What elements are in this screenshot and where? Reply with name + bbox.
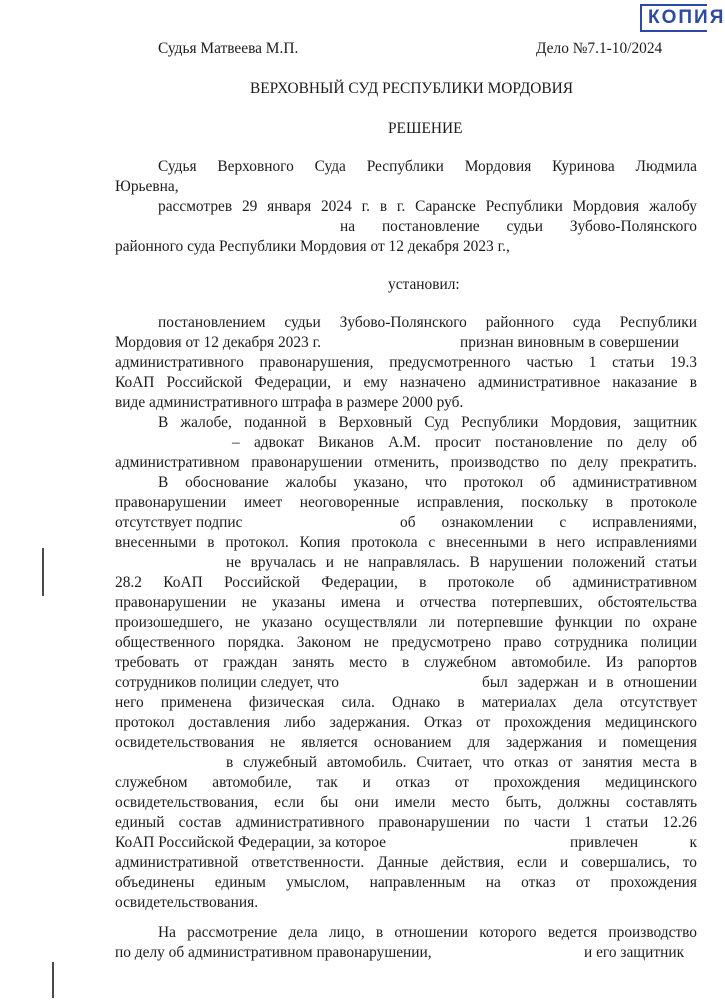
intro-line: на постановление судьи Зубово-Полянского — [340, 218, 697, 235]
body-line: об ознакомлении с исправлениями, — [400, 514, 697, 531]
intro-line: районного суда Республики Мордовия от 12 декабря 2023 г., — [115, 238, 510, 255]
body-line: требовать от граждан занять место в служебном автомобиле. Из рапортов — [115, 654, 697, 671]
established-heading: установил: — [388, 276, 460, 293]
body-line: административного правонарушения, предусмотренного частью 1 статьи 19.3 — [115, 354, 697, 371]
body-line: В обоснование жалобы указано, что протокол об административном — [158, 474, 697, 491]
body-line: постановлением судьи Зубово-Полянского районного суда Республики — [158, 314, 697, 331]
body-line: общественного порядка. Законом не предусмотрено право сотрудника полиции — [115, 634, 697, 651]
body-line: правонарушении имеет неоговоренные исправления, поскольку в протоколе — [115, 494, 697, 511]
body-line: сотрудников полиции следует, что — [115, 674, 339, 691]
body-line: освидетельствования. — [115, 894, 259, 911]
body-line: внесенными в протокол. Копия протокола с внесенными в него исправлениями — [115, 534, 697, 551]
body-line: отсутствует подпис — [115, 514, 243, 531]
body-line: объединены единым умыслом, направленным на отказ от прохождения — [115, 874, 697, 891]
body-line: протокол доставления либо задержания. Отказ от прохождения медицинского — [115, 714, 697, 731]
intro-line: рассмотрев 29 января 2024 г. в г. Саранске Республики Мордовия жалобу — [158, 198, 697, 215]
body-line: Мордовия от 12 декабря 2023 г. — [115, 334, 321, 351]
body-line: привлечен к — [570, 834, 697, 851]
body-line: него применена физическая сила. Однако в материалах дела отсутствует — [115, 694, 697, 711]
intro-line: Судья Верховного Суда Республики Мордовия Куринова Людмила — [158, 158, 697, 175]
document-title: РЕШЕНИЕ — [388, 120, 463, 137]
body-line: административном правонарушении отменить, производство по делу прекратить. — [115, 454, 697, 471]
body-line: освидетельствования, если бы они имели место быть, должны составлять — [115, 794, 697, 811]
body-line: – адвокат Виканов А.М. просит постановление по делу об — [232, 434, 697, 451]
body-line: признан виновным в совершении — [460, 334, 680, 351]
body-line: произошедшего, не указано осуществляли ли потерпевшие функции по охране — [115, 614, 697, 631]
body-line: административной ответственности. Данные действия, если и совершались, то — [115, 854, 697, 871]
body-line: не вручалась и не направлялась. В нарушении положений статьи — [226, 554, 697, 571]
body-line: был задержан и в отношении — [482, 674, 697, 691]
body-line: и его защитник — [584, 944, 685, 961]
court-name: ВЕРХОВНЫЙ СУД РЕСПУБЛИКИ МОРДОВИЯ — [250, 80, 574, 97]
body-line: виде административного штрафа в размере 2000 руб. — [115, 394, 464, 411]
scan-edge-mark — [42, 548, 44, 596]
body-line: служебном автомобиле, так и отказ от прохождения медицинского — [115, 774, 697, 791]
body-line: КоАП Российской Федерации, и ему назначено административное наказание в — [115, 374, 697, 391]
intro-line: Юрьевна, — [115, 178, 179, 195]
body-line: в служебный автомобиль. Считает, что отказ от занятия места в — [226, 754, 697, 771]
body-line: КоАП Российской Федерации, за которое — [115, 834, 386, 851]
body-line: На рассмотрение дела лицо, в отношении которого ведется производство — [158, 924, 697, 941]
body-line: освидетельствования не является основанием для задержания и помещения — [115, 734, 697, 751]
body-line: по делу об административном правонарушении, — [115, 944, 432, 961]
body-line: единый состав административного правонарушении по части 1 статьи 12.26 — [115, 814, 697, 831]
judge-name: Судья Матвеева М.П. — [158, 40, 299, 57]
copy-stamp: КОПИЯ — [640, 4, 707, 32]
scan-edge-mark — [52, 962, 54, 998]
body-line: В жалобе, поданной в Верховный Суд Республики Мордовия, защитник — [158, 414, 697, 431]
case-number: Дело №7.1-10/2024 — [536, 40, 663, 57]
body-line: 28.2 КоАП Российской Федерации, в протоколе об административном — [115, 574, 697, 591]
body-line: правонарушении не указаны имена и отчества потерпевших, обстоятельства — [115, 594, 697, 611]
